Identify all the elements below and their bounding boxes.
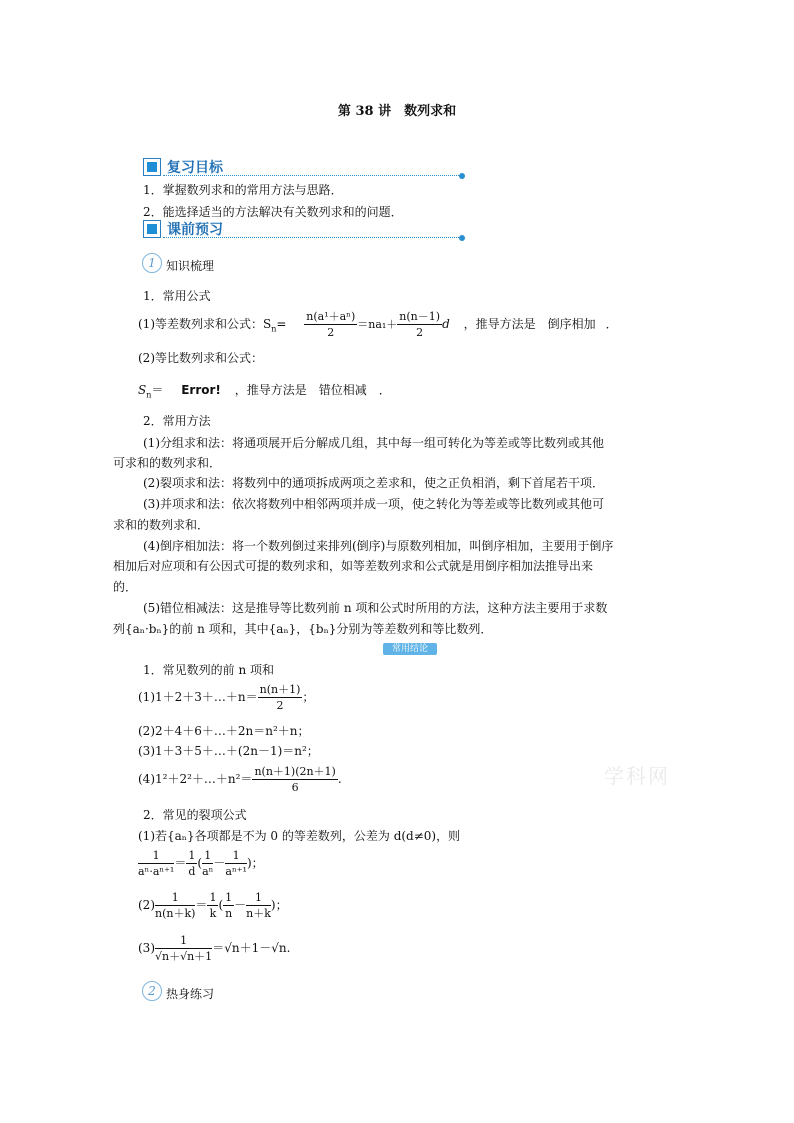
derivation-method: 倒序相加: [547, 317, 596, 331]
formulas-heading: 1．常用公式: [143, 289, 211, 303]
method-line: (1)分组求和法：将通项展开后分解成几组，其中每一组可转化为等差或等比数列或其他: [143, 436, 605, 450]
number-one-icon: 1: [142, 253, 162, 273]
split-intro: (1)若{aₙ}各项都是不为 0 的等差数列，公差为 d(d≠0)，则: [138, 829, 461, 843]
fraction: $\frac{1}{\text{aⁿ⁺¹}}$: [225, 849, 247, 878]
goal-item: 1．掌握数列求和的常用方法与思路．: [143, 183, 343, 197]
method-line: (4)倒序相加法：将一个数列倒过来排列(倒序)与原数列相加，叫倒序相加，主要用于倒序: [143, 539, 614, 553]
method-line: 的．: [113, 580, 138, 594]
dot-icon: [459, 235, 465, 241]
conclusion-formula: (3)1＋3＋5＋…＋(2n－1)＝n²；: [138, 744, 319, 758]
fraction: $\frac{\text{n(a¹＋aⁿ)}}{2}$: [306, 310, 356, 339]
section-title-review-goal: 复习目标: [167, 160, 223, 176]
method-line: (3)并项求和法：依次将数列中相邻两项并成一项，使之转化为等差或等比数列或其他可: [143, 497, 605, 511]
section-bar-pre-class: [143, 220, 465, 238]
watermark: 学科网: [604, 764, 670, 788]
fraction: $\frac{n(n+1)(2n+1)}{6}$: [254, 765, 336, 794]
fraction: $\frac{1}{\text{aⁿ·aⁿ⁺¹}}$: [138, 849, 175, 878]
split-formula-3: (3) $\frac{1}{√n+√n+1}$ ＝√n＋1－√n.: [138, 934, 291, 963]
method-line: 求和的数列求和．: [113, 518, 210, 532]
section-square-icon: [143, 220, 161, 238]
method-line: 可求和的数列求和．: [113, 456, 222, 470]
conclusions-badge: 常用结论: [383, 643, 437, 655]
method-line: (2)裂项求和法：将数列中的通项拆成两项之差求和，使之正负相消，剩下首尾若干项．: [143, 476, 605, 490]
fraction: $\frac{n(n-1)}{2}$: [399, 310, 441, 339]
section-square-icon: [143, 158, 161, 176]
conclusion-formula: (1)1＋2＋3＋…＋n＝ $\frac{n(n+1)}{2}$ ；: [138, 683, 315, 712]
method-line: (5)错位相减法：这是推导等比数列前 n 项和公式时所用的方法，这种方法主要用于求数: [143, 601, 608, 615]
fraction: $\frac{1}{k}$: [209, 891, 217, 920]
fraction: $\frac{n(n+1)}{2}$: [259, 683, 301, 712]
fraction: $\frac{1}{√n+√n+1}$: [155, 934, 213, 963]
method-line: 相加后对应项和有公因式可提的数列求和，如等差数列求和公式就是用倒序相加法推导出来: [113, 559, 594, 573]
fraction: $\frac{1}{d}$: [188, 849, 196, 878]
conclusions-heading: 1．常见数列的前 n 项和: [143, 663, 274, 677]
error-text: Error!: [181, 383, 221, 397]
method-line: 列{aₙ·bₙ}的前 n 项和，其中{aₙ}，{bₙ}分别为等差数列和等比数列．: [113, 622, 493, 636]
page-title: 第 38 讲 数列求和: [337, 104, 457, 119]
number-two-icon: 2: [142, 981, 162, 1001]
geometric-heading: (2)等比数列求和公式：: [138, 351, 263, 365]
section-bar-review-goal: [143, 158, 465, 176]
split-formula-1: $\frac{1}{\text{aⁿ·aⁿ⁺¹}}$ ＝ $\frac{1}{d}$ ( $\frac{1}{\text{aⁿ}}$ － $\frac{1}{\text{aⁿ⁺¹}}$ )；: [138, 849, 264, 878]
split-heading: 2．常见的裂项公式: [143, 808, 247, 822]
section-title-pre-class: 课前预习: [167, 222, 223, 238]
derivation-method: 错位相减: [318, 383, 367, 397]
knowledge-heading: 知识梳理: [166, 259, 215, 273]
conclusion-formula: (4)1²＋2²＋…＋n²＝ $\frac{n(n+1)(2n+1)}{6}$ .: [138, 765, 342, 794]
fraction: $\frac{1}{n+k}$: [246, 891, 271, 920]
fraction: $\frac{1}{\text{aⁿ}}$: [202, 849, 214, 878]
warmup-heading: 热身练习: [166, 987, 215, 1001]
methods-heading: 2．常用方法: [143, 414, 211, 428]
fraction: $\frac{1}{n(n+k)}$: [155, 891, 196, 920]
split-formula-2: (2) $\frac{1}{n(n+k)}$ ＝ $\frac{1}{k}$ ( $\frac{1}{n}$ － $\frac{1}{n+k}$ )；: [138, 891, 288, 920]
geometric-formula: $S_n=$ Error! ，推导方法是 错位相减 ．: [138, 383, 391, 400]
fraction: $\frac{1}{n}$: [225, 891, 233, 920]
arithmetic-formula: (1)等差数列求和公式：$S_n=$ $\frac{\text{n(a¹＋aⁿ)}}{2}$ ＝na₁＋ $\frac{n(n-1)}{2}$ d ，推导方法是 倒序相加 ．: [138, 310, 618, 339]
dot-icon: [459, 173, 465, 179]
goal-item: 2．能选择适当的方法解决有关数列求和的问题．: [143, 205, 403, 219]
conclusion-formula: (2)2＋4＋6＋…＋2n＝n²＋n；: [138, 724, 310, 738]
